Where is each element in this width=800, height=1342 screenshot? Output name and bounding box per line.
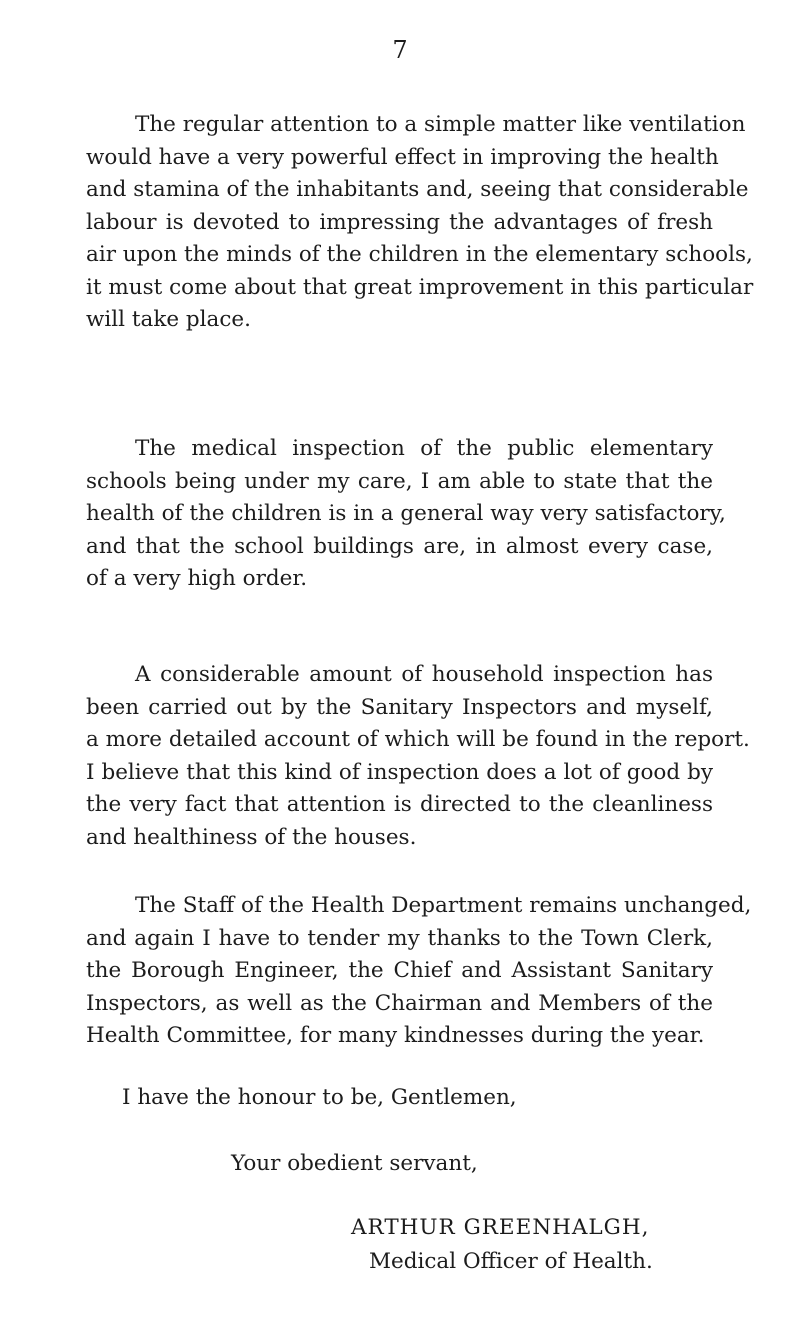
text-line: A considerable amount of household inspection has bbox=[135, 662, 713, 687]
text-line: Inspectors, as well as the Chairman and Members of the bbox=[86, 990, 713, 1016]
text-line: The medical inspection of the public elementary bbox=[135, 436, 713, 461]
paragraph-medical-inspection bbox=[86, 433, 726, 596]
text-line: The Staff of the Health Department remains unchanged, bbox=[135, 893, 752, 918]
salutation: Your obedient servant, bbox=[231, 1151, 478, 1176]
text-line: it must come about that great improvement in this particular bbox=[86, 274, 754, 300]
paragraph-household-inspection bbox=[86, 659, 750, 854]
text-line: the very fact that attention is directed to the cleanliness bbox=[86, 792, 713, 817]
text-line: Health Committee, for many kindnesses during the year. bbox=[86, 1023, 705, 1048]
text-line: the Borough Engineer, the Chief and Assistant Sanitary bbox=[86, 958, 713, 983]
text-line: and healthiness of the houses. bbox=[86, 824, 417, 850]
text-line: The regular attention to a simple matter like ventilation bbox=[135, 112, 746, 137]
text-line: would have a very powerful effect in improving the health bbox=[86, 144, 719, 170]
text-line: I believe that this kind of inspection does a lot of good by bbox=[86, 759, 713, 785]
text-line: a more detailed account of which will be found in the report. bbox=[86, 727, 750, 752]
text-line: schools being under my care, I am able to state that the bbox=[86, 468, 713, 494]
paragraph-ventilation bbox=[86, 109, 754, 337]
text-line: will take place. bbox=[86, 307, 251, 332]
text-line: air upon the minds of the children in the elementary schools, bbox=[86, 242, 753, 267]
closing-line: I have the honour to be, Gentlemen, bbox=[122, 1085, 517, 1110]
text-line: health of the children is in a general way very satisfactory, bbox=[86, 501, 726, 526]
text-line: and that the school buildings are, in almost every case, bbox=[86, 533, 713, 559]
text-line: and again I have to tender my thanks to the Town Clerk, bbox=[86, 925, 713, 951]
signature-title: Medical Officer of Health. bbox=[369, 1249, 653, 1274]
page-number: 7 bbox=[392, 36, 408, 64]
text-line: and stamina of the inhabitants and, seeing that considerable bbox=[86, 177, 749, 202]
text-line: labour is devoted to impressing the advantages of fresh bbox=[86, 209, 713, 235]
text-line: been carried out by the Sanitary Inspectors and myself, bbox=[86, 694, 713, 720]
paragraph-staff-thanks bbox=[86, 890, 752, 1053]
text-line: of a very high order. bbox=[86, 566, 308, 591]
signature-name: ARTHUR GREENHALGH, bbox=[351, 1215, 650, 1240]
